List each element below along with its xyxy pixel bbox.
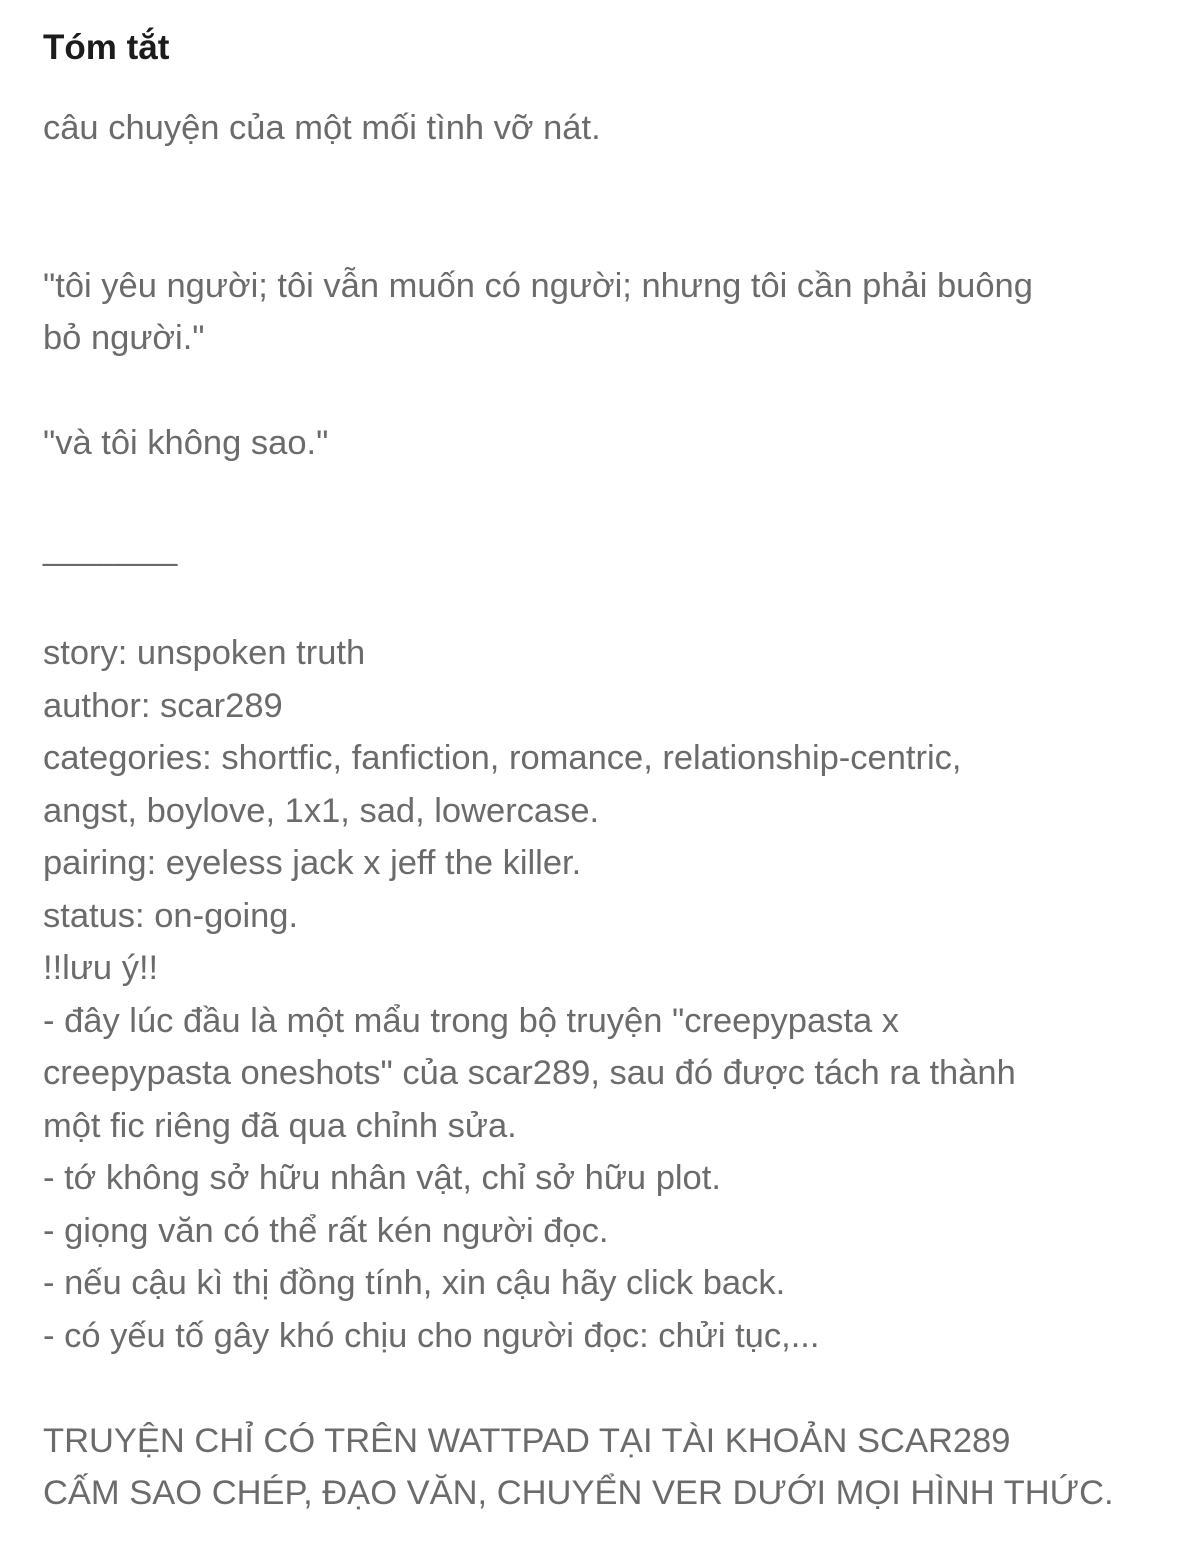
notice-line: - có yếu tố gây khó chịu cho người đọc: chửi tục,... bbox=[43, 1316, 820, 1355]
notice-line: - nếu cậu kì thị đồng tính, xin cậu hãy click back. bbox=[43, 1264, 786, 1302]
summary-quote-line: "tôi yêu người; tôi vẫn muốn có người; nhưng tôi cần phải buông bbox=[43, 266, 1033, 305]
notice-line: một fic riêng đã qua chỉnh sửa. bbox=[43, 1106, 517, 1145]
notice-line: creepypasta oneshots" của scar289, sau đó được tách ra thành bbox=[43, 1054, 1016, 1092]
notice-line: - giọng văn có thể rất kén người đọc. bbox=[43, 1211, 609, 1250]
story-info-line: status: on-going. bbox=[43, 896, 299, 935]
story-info-line: story: unspoken truth bbox=[43, 634, 366, 672]
story-info-line: pairing: eyeless jack x jeff the killer. bbox=[43, 844, 582, 882]
notice-heading: !!lưu ý!! bbox=[43, 949, 159, 987]
story-info-line: angst, boylove, 1x1, sad, lowercase. bbox=[43, 791, 600, 830]
summary-quote-line: bỏ người." bbox=[43, 319, 205, 357]
story-info-line: categories: shortfic, fanfiction, romance, relationship-centric, bbox=[43, 739, 962, 777]
summary-body bbox=[43, 102, 1183, 1520]
notice-line: - đây lúc đầu là một mẩu trong bộ truyện "creepypasta x bbox=[43, 1001, 900, 1040]
copyright-line: CẤM SAO CHÉP, ĐẠO VĂN, CHUYỂN VER DƯỚI MỌI HÌNH THỨC. bbox=[43, 1474, 1114, 1512]
summary-tagline: câu chuyện của một mối tình vỡ nát. bbox=[43, 109, 601, 147]
copyright-line: TRUYỆN CHỈ CÓ TRÊN WATTPAD TẠI TÀI KHOẢN SCAR289 bbox=[43, 1421, 1011, 1460]
summary-section bbox=[43, 24, 1183, 1520]
story-info-line: author: scar289 bbox=[43, 686, 283, 725]
summary-quote-line: "và tôi không sao." bbox=[43, 424, 329, 462]
notice-line: - tớ không sở hữu nhân vật, chỉ sở hữu plot. bbox=[43, 1159, 721, 1197]
summary-divider: _______ bbox=[43, 529, 178, 567]
summary-heading: Tóm tắt bbox=[43, 28, 170, 67]
